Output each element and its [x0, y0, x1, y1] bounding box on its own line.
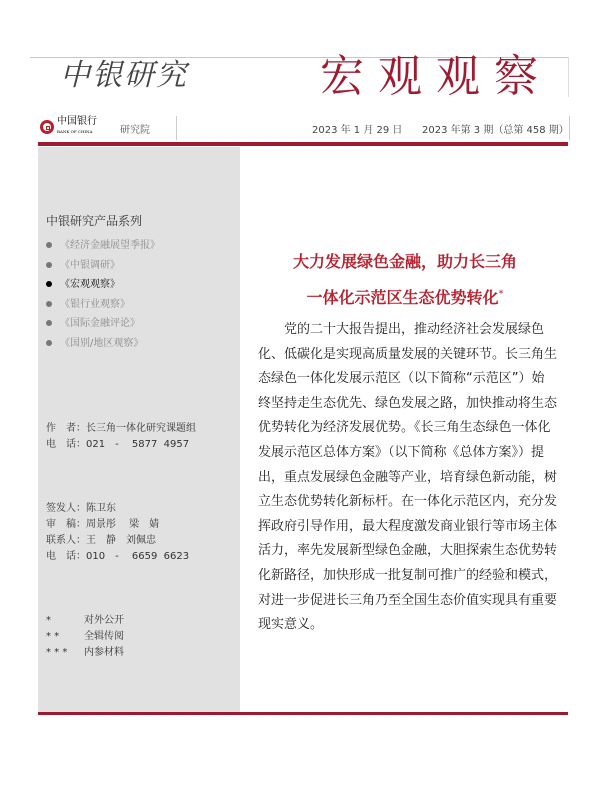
bank-name-cn: 中国银行: [57, 116, 97, 127]
product-item: 《中银调研》: [46, 256, 120, 271]
product-item: 《经济金融展望季报》: [46, 236, 160, 251]
body-line: 出，重点发展绿色金融等产业，培育绿色新动能，树: [258, 469, 558, 485]
article-title-line2: 一体化示范区生态优势转化*: [306, 288, 504, 307]
bullet-icon: [46, 242, 52, 248]
brand-logo: 中银研究: [60, 58, 188, 93]
body-line: 活力，率先发展新型绿色金融，大胆探索生态优势转: [258, 543, 558, 559]
body-line: 终坚持走生态优先、绿色发展之路，加快推动将生态: [258, 395, 558, 411]
product-item: 《国际金融评论》: [46, 314, 140, 329]
institute-label: 研究院: [120, 125, 150, 136]
article-title-line1: 大力发展绿色金融，助力长三角: [292, 252, 517, 271]
body-line: 对进一步促进长三角乃至全国生态价值实现具有重要: [258, 592, 558, 608]
footer-red-bar: [38, 712, 568, 715]
bullet-icon: [46, 340, 52, 346]
bank-logo-icon: [40, 120, 54, 134]
body-line: 党的二十大报告提出，推动经济社会发展绿色: [258, 322, 545, 337]
author-phone: 电 话：021 - 5877 4957: [46, 439, 190, 450]
header-red-bar: [38, 142, 568, 146]
bullet-icon: [46, 301, 52, 307]
level-circulate: * * 全辑传阅: [46, 631, 124, 642]
body-line: 挥政府引导作用，最大程度激发商业银行等市场主体: [258, 518, 558, 534]
product-item: 《银行业观察》: [46, 295, 130, 310]
bullet-icon: [46, 262, 52, 268]
reviewer: 审 稿：周景彤 梁 婧: [46, 519, 160, 530]
header-divider: [568, 57, 569, 97]
level-public: * 对外公开: [46, 615, 124, 626]
bank-logo: [40, 117, 97, 137]
contact-phone: 电 话：010 - 6659 6623: [46, 551, 190, 562]
article-body: [258, 318, 580, 638]
body-line: 现实意义。: [258, 617, 324, 633]
author: 作 者：长三角一体化研究课题组: [46, 423, 196, 434]
body-line: 态绿色一体化发展示范区（以下简称“示范区”）始: [258, 371, 545, 387]
signer: 签发人：陈卫东: [46, 503, 116, 514]
publication-title: 宏观观察: [320, 51, 552, 102]
contact: 联系人：王 静 刘佩忠: [46, 535, 156, 546]
product-item-active: 《宏观观察》: [46, 275, 120, 290]
body-line: 立生态优势转化新标杆。在一体化示范区内，充分发: [258, 494, 558, 510]
level-internal: * * * 内参材料: [46, 647, 124, 658]
footnote-mark: *: [498, 288, 504, 300]
issue-number: 2023 年第 3 期（总第 458 期）: [422, 125, 569, 136]
bullet-icon: [46, 281, 52, 287]
publish-date: 2023 年 1 月 29 日: [312, 125, 403, 136]
body-line: 化新路径，加快形成一批复制可推广的经验和模式，: [258, 567, 558, 583]
body-line: 发展示范区总体方案》（以下简称《总体方案》）提: [258, 444, 545, 460]
bank-name-en: BANK OF CHINA: [57, 129, 93, 134]
body-line: 优势转化为经济发展优势。《长三角生态绿色一体化: [258, 420, 551, 436]
body-line: 化、低碳化是实现高质量发展的关键环节。长三角生: [258, 346, 558, 362]
bullet-icon: [46, 320, 52, 326]
series-title: 中银研究产品系列: [46, 214, 143, 228]
product-item: 《国别/地区观察》: [46, 334, 143, 349]
